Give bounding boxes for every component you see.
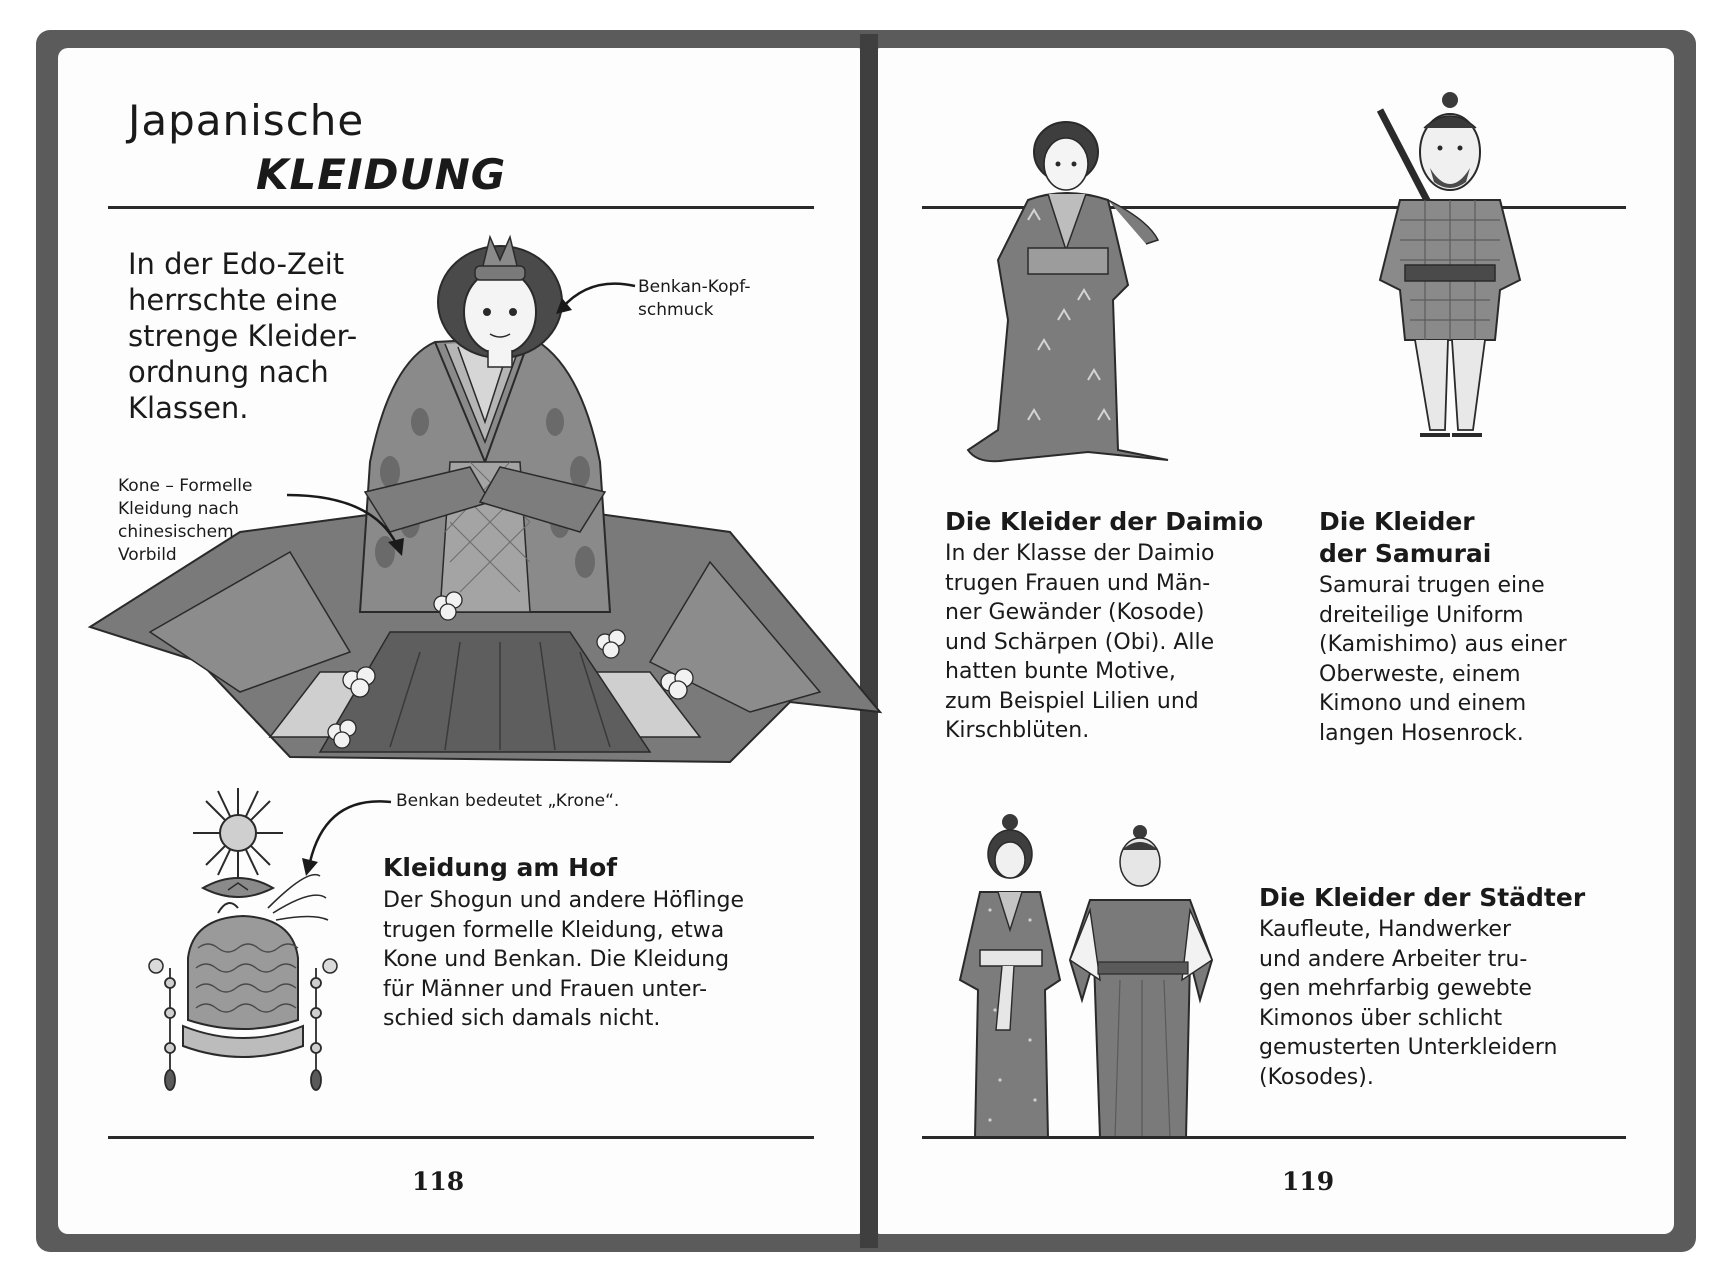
page-number-right: 119 <box>1282 1167 1335 1196</box>
daimio-body: In der Klasse der Daimio trugen Frauen und Män- ner Gewänder (Kosode) und Schärpen (Obi). Alle hatten bunte Motive, zum Beispiel Lilien und Kirschblüten. <box>945 541 1215 743</box>
daimio-woman-illustration <box>968 120 1168 470</box>
bottom-divider-right <box>922 1136 1626 1139</box>
page-number-left: 118 <box>412 1167 465 1196</box>
page-title-line2: KLEIDUNG <box>256 150 507 199</box>
samurai-heading: Die Kleider der Samurai <box>1319 507 1492 568</box>
label-benkan-crown: Benkan bedeutet „Krone“. <box>396 791 620 811</box>
label-kone: Kone – Formelle Kleidung nach chinesischem Vorbild <box>118 476 253 565</box>
benkan-crown-illustration <box>148 788 338 1100</box>
label-benkan-headdress: Benkan-Kopf- schmuck <box>638 277 751 320</box>
staedter-heading: Die Kleider der Städter <box>1259 883 1586 912</box>
intro-text: In der Edo-Zeit herrschte eine strenge Kleider- ordnung nach Klassen. <box>128 247 358 425</box>
page-title-line1: Japanische <box>128 96 365 145</box>
bottom-divider-left <box>108 1136 814 1139</box>
section-heading-hof: Kleidung am Hof <box>383 853 618 882</box>
section-body-hof: Der Shogun und andere Höflinge trugen formelle Kleidung, etwa Kone und Benkan. Die Kleidung für Männer und Frauen unter- schied sich damals nicht. <box>383 888 745 1031</box>
samurai-illustration <box>1370 90 1530 480</box>
daimio-heading: Die Kleider der Daimio <box>945 507 1264 536</box>
callout-arrow-benkan-headdress <box>550 276 640 316</box>
townsfolk-illustration <box>950 810 1220 1146</box>
staedter-body: Kaufleute, Handwerker und andere Arbeiter tru- gen mehrfarbig gewebte Kimonos über schlicht gemusterten Unterkleidern (Kosodes). <box>1259 917 1558 1090</box>
top-divider-left <box>108 206 814 209</box>
samurai-body: Samurai trugen eine dreiteilige Uniform (Kamishimo) aus einer Oberweste, einem Kimono und einem langen Hosenrock. <box>1319 573 1567 746</box>
callout-arrow-kone <box>282 490 412 560</box>
